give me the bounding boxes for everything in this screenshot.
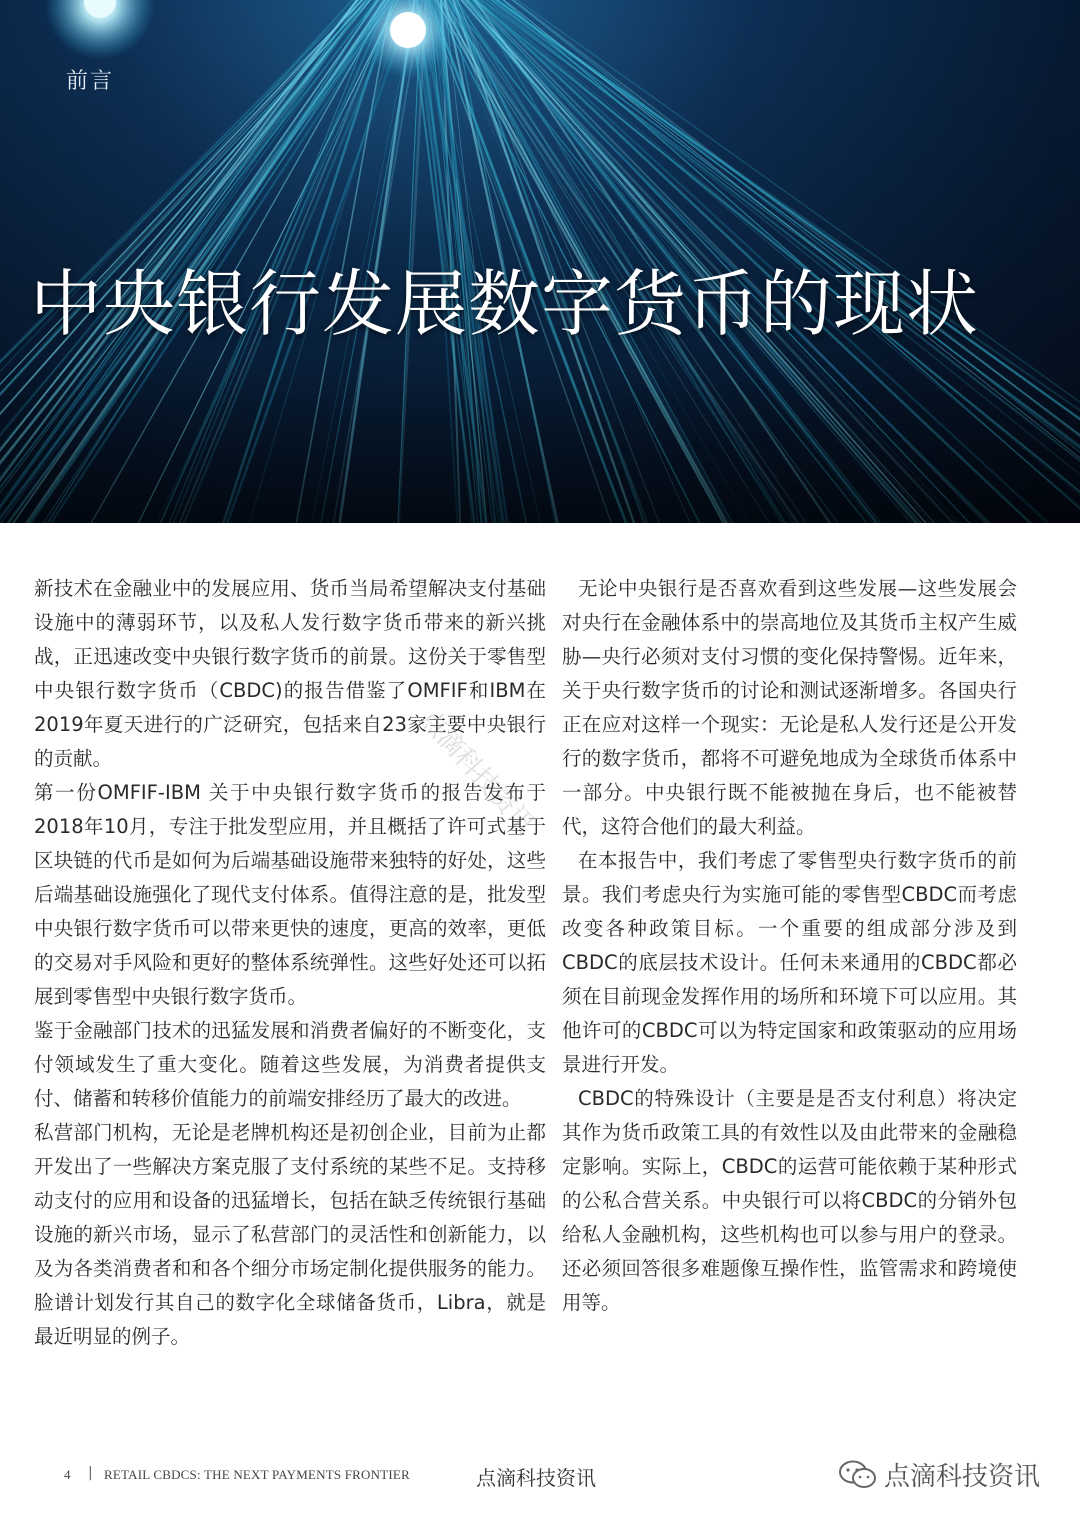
page-title: 中央银行发展数字货币的现状 <box>30 262 980 346</box>
wechat-watermark <box>838 1456 1040 1493</box>
right-column <box>562 572 1017 1320</box>
left-column <box>34 572 546 1354</box>
paragraph: 第一份OMFIF-IBM 关于中央银行数字货币的报告发布于2018年10月，专注于批发型应用，并且概括了许可式基于区块链的代币是如何为后端基础设施带来独特的好处，这些后端基础设施强化了现代支付体系。值得注意的是，批发型中央银行数字货币可以带来更快的速度，更高的效率，更低的交易对手风险和更好的整体系统弹性。这些好处还可以拓展到零售型中央银行数字货币。 <box>34 781 546 1008</box>
diagonal-watermark: 点滴科技资讯 <box>413 704 540 841</box>
paragraph: 无论中央银行是否喜欢看到这些发展—这些发展会对央行在金融体系中的崇高地位及其货币主权产生威胁—央行必须对支付习惯的变化保持警惕。近年来，关于央行数字货币的讨论和测试逐渐增多。各国央行正在应对这样一个现实：无论是私人发行还是公开发行的数字货币，都将不可避免地成为全球货币体系中一部分。中央银行既不能被抛在身后，也不能被替代，这符合他们的最大利益。 <box>562 577 1017 838</box>
page-footer <box>0 1464 1080 1494</box>
paragraph: 私营部门机构，无论是老牌机构还是初创企业，目前为止都开发出了一些解决方案克服了支付系统的某些不足。支持移动支付的应用和设备的迅猛增长，包括在缺乏传统银行基础设施的新兴市场，显示了私营部门的灵活性和创新能力，以及为各类消费者和和各个细分市场定制化提供服务的能力。脸谱计划发行其自己的数字化全球储备货币，Libra，就是最近明显的例子。 <box>34 1121 546 1348</box>
wechat-icon <box>838 1459 878 1491</box>
hero-banner <box>0 0 1080 523</box>
source-label: 点滴科技资讯 <box>476 1466 596 1490</box>
paragraph: 在本报告中，我们考虑了零售型央行数字货币的前景。我们考虑央行为实施可能的零售型CBDC而考虑改变各种政策目标。一个重要的组成部分涉及到CBDC的底层技术设计。任何未来通用的CBDC都必须在目前现金发挥作用的场所和环境下可以应用。其他许可的CBDC可以为特定国家和政策驱动的应用场景进行开发。 <box>562 849 1017 1076</box>
section-label: 前言 <box>66 69 115 94</box>
footer-separator: | <box>88 1465 93 1481</box>
paragraph: 新技术在金融业中的发展应用、货币当局希望解决支付基础设施中的薄弱环节，以及私人发行数字货币带来的新兴挑战，正迅速改变中央银行数字货币的前景。这份关于零售型中央银行数字货币（CBDC)的报告借鉴了OMFIF和IBM在2019年夏天进行的广泛研究，包括来自23家主要中央银行的贡献。 <box>34 577 546 770</box>
paragraph: 鉴于金融部门技术的迅猛发展和消费者偏好的不断变化，支付领域发生了重大变化。随着这些发展，为消费者提供支付、储蓄和转移价值能力的前端安排经历了最大的改进。 <box>34 1019 546 1110</box>
paragraph: CBDC的特殊设计（主要是是否支付利息）将决定其作为货币政策工具的有效性以及由此带来的金融稳定影响。实际上，CBDC的运营可能依赖于某种形式的公私合营关系。中央银行可以将CBDC的分销外包给私人金融机构，这些机构也可以参与用户的登录。还必须回答很多难题像互操作性，监管需求和跨境使用等。 <box>562 1087 1017 1314</box>
watermark-label: 点滴科技资讯 <box>884 1462 1041 1492</box>
running-title: RETAIL CBDCS: THE NEXT PAYMENTS FRONTIER <box>104 1467 410 1482</box>
page-number: 4 <box>64 1467 71 1482</box>
